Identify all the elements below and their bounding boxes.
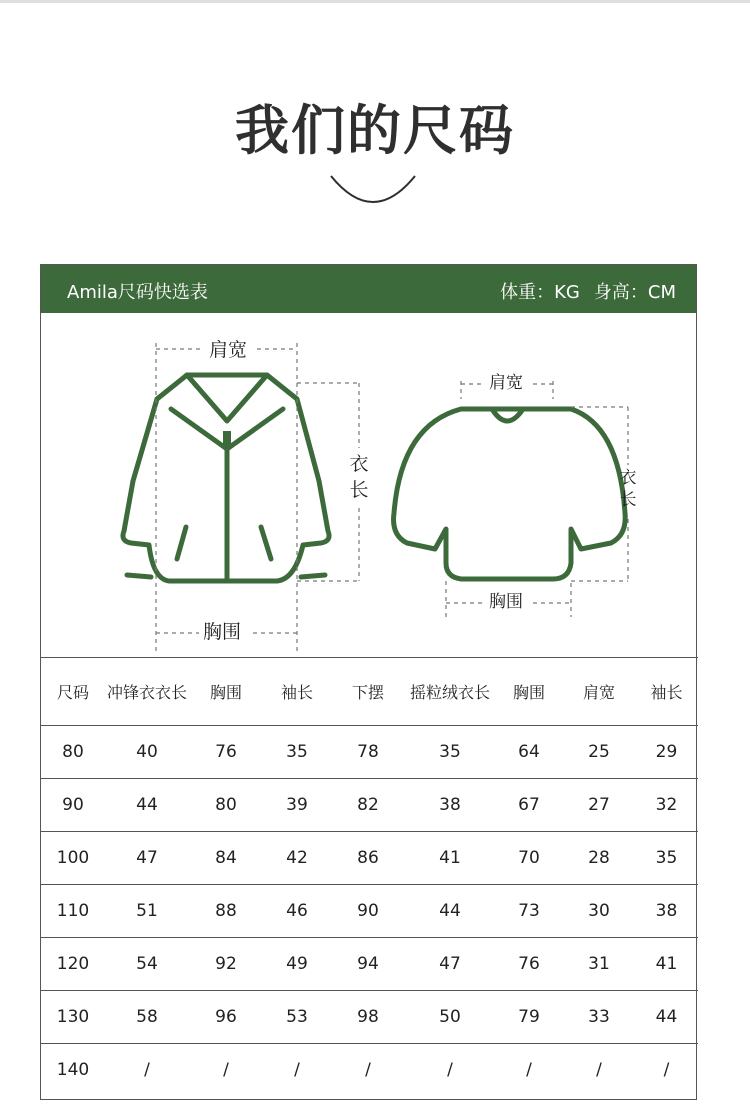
height-unit-label: 身高：CM [593, 282, 676, 303]
table-cell: 39 [263, 779, 331, 832]
table-cell: 41 [405, 832, 495, 885]
table-cell: 54 [105, 938, 189, 991]
table-cell: 38 [405, 779, 495, 832]
jacket-icon [123, 375, 329, 581]
table-cell: 35 [405, 726, 495, 779]
table-cell: 76 [189, 726, 263, 779]
header-jacket-sleeve: 袖长 [263, 658, 331, 726]
table-cell: 33 [563, 991, 635, 1044]
table-row [41, 779, 698, 832]
table-cell: 47 [105, 832, 189, 885]
size-cell: 90 [41, 779, 105, 832]
zipper-pull-icon [223, 431, 231, 449]
table-cell: / [663, 1060, 670, 1080]
table-cell: 46 [263, 885, 331, 938]
table-cell: 64 [495, 726, 563, 779]
garment-illustrations [41, 313, 698, 658]
size-cell: 100 [41, 832, 105, 885]
weight-unit-label: 体重：KG [500, 282, 580, 303]
table-cell: / [447, 1060, 453, 1080]
header-fleece-length: 摇粒绒衣长 [405, 658, 495, 726]
table-header-row [41, 658, 698, 726]
header-jacket-chest: 胸围 [189, 658, 263, 726]
header-jacket-length: 冲锋衣衣长 [105, 658, 189, 726]
header-fleece-shoulder: 肩宽 [563, 658, 635, 726]
table-row [41, 832, 698, 885]
size-cell: 110 [41, 885, 105, 938]
table-row [41, 1044, 698, 1097]
table-cell: 41 [635, 938, 698, 991]
sweater-shoulder-label: 肩宽 [489, 373, 523, 393]
header-hem: 下摆 [331, 658, 405, 726]
top-divider [0, 0, 750, 3]
table-cell: 32 [635, 779, 698, 832]
table-cell: 50 [405, 991, 495, 1044]
panel-header-units [486, 278, 676, 304]
table-cell: 96 [189, 991, 263, 1044]
table-row [41, 885, 698, 938]
table-cell: / [365, 1060, 371, 1080]
size-cell: 80 [41, 726, 105, 779]
header-fleece-sleeve: 袖长 [635, 658, 698, 726]
sweater-chest-label: 胸围 [489, 592, 523, 612]
table-cell: 98 [331, 991, 405, 1044]
table-cell: 76 [495, 938, 563, 991]
table-cell: 40 [105, 726, 189, 779]
table-cell: 92 [189, 938, 263, 991]
table-cell: 53 [263, 991, 331, 1044]
panel-header-title: Amila尺码快选表 [67, 282, 208, 303]
table-cell: 35 [635, 832, 698, 885]
size-chart-panel [40, 264, 697, 1100]
table-cell: 94 [331, 938, 405, 991]
page-title: 我们的尺码 [235, 99, 515, 162]
table-cell: 30 [563, 885, 635, 938]
table-cell: 44 [405, 885, 495, 938]
header-size: 尺码 [41, 658, 105, 726]
table-row [41, 726, 698, 779]
table-cell: 44 [105, 779, 189, 832]
table-cell: 86 [331, 832, 405, 885]
table-cell: 47 [405, 938, 495, 991]
smile-arc-decoration [328, 172, 418, 208]
table-cell: 27 [563, 779, 635, 832]
sweater-icon [394, 409, 626, 579]
table-cell: / [596, 1060, 602, 1080]
measurement-diagram [41, 313, 696, 658]
table-cell: 42 [263, 832, 331, 885]
jacket-length-label: 衣 长 [349, 453, 369, 501]
sweater-guide-lines [446, 381, 628, 617]
table-cell: 78 [331, 726, 405, 779]
table-cell: 29 [635, 726, 698, 779]
table-row [41, 938, 698, 991]
table-cell: / [144, 1060, 150, 1080]
table-cell: 80 [189, 779, 263, 832]
table-cell: 31 [563, 938, 635, 991]
size-table [41, 657, 698, 1096]
size-cell: 130 [41, 991, 105, 1044]
table-cell: 49 [263, 938, 331, 991]
table-cell: 79 [495, 991, 563, 1044]
table-cell: 44 [635, 991, 698, 1044]
table-cell: 35 [263, 726, 331, 779]
sweater-length-label: 衣 长 [619, 468, 637, 510]
table-cell: 67 [495, 779, 563, 832]
size-cell: 120 [41, 938, 105, 991]
table-cell: / [526, 1060, 532, 1080]
table-cell: 28 [563, 832, 635, 885]
table-cell: 51 [105, 885, 189, 938]
table-cell: 73 [495, 885, 563, 938]
table-cell: 82 [331, 779, 405, 832]
size-cell: 140 [56, 1060, 90, 1080]
table-cell: 25 [563, 726, 635, 779]
table-cell: / [294, 1060, 300, 1080]
table-cell: 38 [635, 885, 698, 938]
table-cell: 90 [331, 885, 405, 938]
jacket-shoulder-label: 肩宽 [209, 339, 248, 361]
table-cell: / [223, 1060, 229, 1080]
header-fleece-chest: 胸围 [495, 658, 563, 726]
jacket-chest-label: 胸围 [203, 621, 242, 643]
table-cell: 58 [105, 991, 189, 1044]
panel-header [41, 265, 696, 313]
table-cell: 84 [189, 832, 263, 885]
table-cell: 88 [189, 885, 263, 938]
table-row [41, 991, 698, 1044]
table-cell: 70 [495, 832, 563, 885]
